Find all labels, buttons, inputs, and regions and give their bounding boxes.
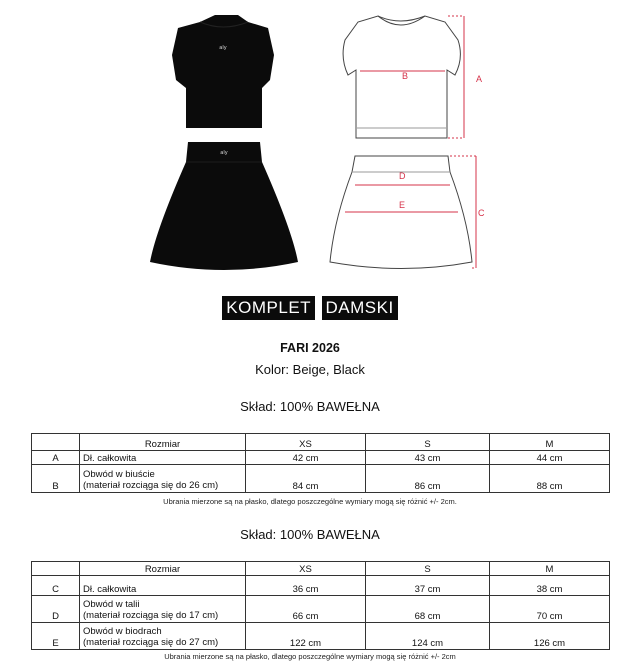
model-name: FARI 2026	[280, 341, 340, 355]
table-row	[32, 465, 610, 493]
cell-s: 37 cm	[366, 576, 490, 596]
skirt-logo: aly	[220, 150, 228, 156]
black-skirt-photo	[150, 142, 298, 270]
cell-xs: 36 cm	[246, 576, 366, 596]
header-m: M	[490, 434, 610, 451]
header-m: M	[490, 562, 610, 576]
row-label	[80, 465, 246, 493]
cell-m: 38 cm	[490, 576, 610, 596]
table-row	[32, 596, 610, 623]
row-label-note: (materiał rozciąga się do 26 cm)	[83, 480, 219, 491]
label-e: E	[399, 200, 406, 210]
header-xs: XS	[246, 434, 366, 451]
cell-xs: 66 cm	[246, 596, 366, 623]
row-label: Dł. całkowita	[80, 576, 246, 596]
cell-s: 43 cm	[366, 451, 490, 465]
header-s: S	[366, 434, 490, 451]
product-title	[0, 296, 620, 320]
row-label-main: Obwód w biodrach	[83, 626, 162, 637]
cell-s: 124 cm	[366, 623, 490, 650]
label-a: A	[476, 74, 483, 84]
footnote-bottom: Ubrania mierzone są na płasko, dlatego poszczególne wymiary mogą się różnić +/- 2cm	[164, 652, 456, 661]
row-label-note: (materiał rozciąga się do 17 cm)	[83, 610, 219, 621]
cell-xs: 122 cm	[246, 623, 366, 650]
row-code: D	[32, 596, 80, 623]
header-s: S	[366, 562, 490, 576]
cell-m: 126 cm	[490, 623, 610, 650]
row-code: C	[32, 576, 80, 596]
cell-s: 68 cm	[366, 596, 490, 623]
title-word-1: KOMPLET	[222, 296, 315, 320]
cell-m: 44 cm	[490, 451, 610, 465]
table-header-row	[32, 562, 610, 576]
footnote-top: Ubrania mierzone są na płasko, dlatego poszczególne wymiary mogą się różnić +/- 2cm.	[163, 497, 457, 506]
cell-xs: 42 cm	[246, 451, 366, 465]
top-logo: aly	[219, 45, 227, 51]
cell-m: 88 cm	[490, 465, 610, 493]
row-label-main: Obwód w talii	[83, 599, 140, 610]
label-d: D	[399, 171, 406, 181]
row-label	[80, 596, 246, 623]
label-b: B	[402, 71, 409, 81]
table-row	[32, 576, 610, 596]
table-row	[32, 623, 610, 650]
row-code: B	[32, 465, 80, 493]
composition-bottom: Skład: 100% BAWEŁNA	[240, 527, 380, 542]
cell-s: 86 cm	[366, 465, 490, 493]
header-size: Rozmiar	[80, 434, 246, 451]
product-illustration	[0, 0, 620, 285]
table-row	[32, 451, 610, 465]
composition-top: Skład: 100% BAWEŁNA	[240, 399, 380, 414]
label-c: C	[478, 208, 485, 218]
table-header-row	[32, 434, 610, 451]
header-xs: XS	[246, 562, 366, 576]
row-label-main: Obwód w biuście	[83, 469, 155, 480]
row-label-note: (materiał rozciąga się do 27 cm)	[83, 637, 219, 648]
row-label	[80, 623, 246, 650]
size-table-bottom	[31, 561, 610, 650]
row-code: A	[32, 451, 80, 465]
cell-m: 70 cm	[490, 596, 610, 623]
row-code: E	[32, 623, 80, 650]
black-top-photo	[172, 15, 274, 128]
size-table-top	[31, 433, 610, 493]
cell-xs: 84 cm	[246, 465, 366, 493]
row-label: Dł. całkowita	[80, 451, 246, 465]
header-size: Rozmiar	[80, 562, 246, 576]
title-word-2: DAMSKI	[322, 296, 398, 320]
color-line: Kolor: Beige, Black	[255, 362, 365, 377]
